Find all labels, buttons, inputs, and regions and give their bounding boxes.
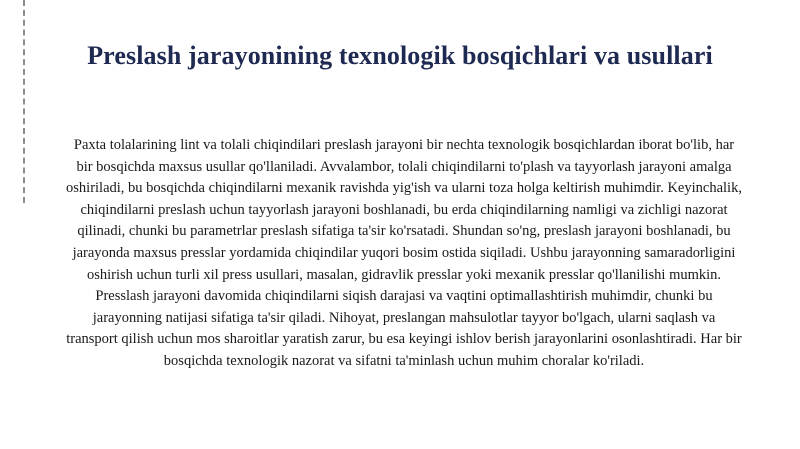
left-dashed-rule: [23, 0, 25, 203]
slide-title: Preslash jarayonining texnologik bosqichlari va usullari: [87, 41, 713, 70]
slide-body-paragraph: Paxta tolalarining lint va tolali chiqindilari preslash jarayoni bir nechta texnologik bosqichlardan iborat bo'lib, har bir bosqichda maxsus usullar qo'llaniladi. Avvalambor, tolali chiqindilarni to'plash va tayyorlash jarayoni amalga oshiriladi, bu bosqichda chiqindilarni mexanik ravishda yig'ish va ularni toza holga keltirish muhimdir. Keyinchalik, chiqindilarni preslash uchun tayyorlash jarayoni boshlanadi, bu erda chiqindilarning namligi va zichligi nazorat qilinadi, chunki bu parametrlar preslash sifatiga ta'sir ko'rsatadi. Shundan so'ng, preslash jarayoni boshlanadi, bu jarayonda maxsus presslar yordamida chiqindilar yuqori bosim ostida siqiladi. Ushbu jarayonning samaradorligini oshirish uchun turli xil press usullari, masalan, gidravlik presslar yoki mexanik presslar qo'llanilishi mumkin. Presslash jarayoni davomida chiqindilarni siqish darajasi va vaqtini optimallashtirish muhimdir, chunki bu jarayonning natijasi sifatiga ta'sir qiladi. Nihoyat, preslangan mahsulotlar tayyor bo'lgach, ularni saqlash va transport qilish uchun mos sharoitlar yaratish zarur, bu esa keyingi ishlov berish jarayonlarini osonlashtiradi. Har bir bosqichda texnologik nazorat va sifatni ta'minlash uchun muhim choralar ko'riladi.: [66, 137, 742, 369]
